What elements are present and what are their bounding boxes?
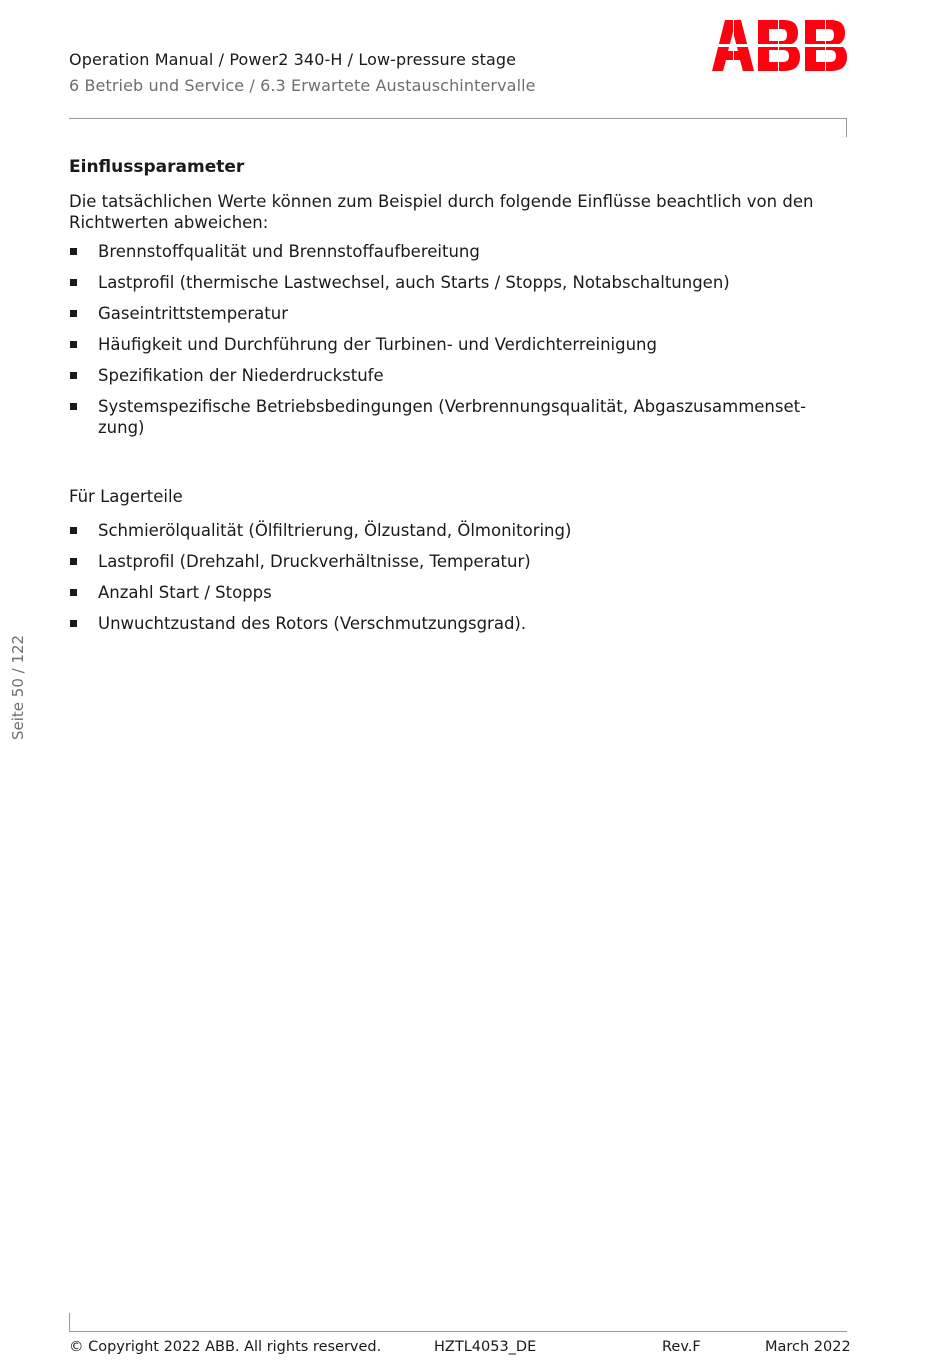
bullet-icon xyxy=(70,248,77,255)
bullet-icon xyxy=(70,527,77,534)
list-item: Gaseintrittstemperatur xyxy=(69,303,829,324)
bearing-list xyxy=(69,520,829,634)
bullet-icon xyxy=(70,403,77,410)
page-number: Seite 50 / 122 xyxy=(9,634,27,740)
date: March 2022 xyxy=(765,1339,851,1355)
footer-divider xyxy=(69,1331,847,1332)
bullet-icon xyxy=(70,279,77,286)
list-item: Brennstoffqualität und Brennstoffaufbereitung xyxy=(69,241,829,262)
bullet-icon xyxy=(70,558,77,565)
section-heading: Einflussparameter xyxy=(69,157,245,177)
document-title: Operation Manual / Power2 340-H / Low-pressure stage xyxy=(69,50,517,69)
copyright: © Copyright 2022 ABB. All rights reserved. xyxy=(69,1339,382,1355)
bullet-icon xyxy=(70,620,77,627)
revision: Rev.F xyxy=(662,1339,701,1355)
influence-list xyxy=(69,241,829,438)
list-item: Systemspezifische Betriebsbedingungen (Verbrennungsqualität, Abgaszusammenset-zung) xyxy=(69,396,829,438)
bullet-icon xyxy=(70,372,77,379)
list-item: Unwuchtzustand des Rotors (Verschmutzungsgrad). xyxy=(69,613,829,634)
bullet-icon xyxy=(70,589,77,596)
main-content xyxy=(69,157,829,644)
intro-paragraph: Die tatsächlichen Werte können zum Beispiel durch folgende Einflüsse beachtlich von den Richtwerten abweichen: xyxy=(69,192,814,232)
list-item: Schmierölqualität (Ölfiltrierung, Ölzustand, Ölmonitoring) xyxy=(69,520,829,541)
document-id: HZTL4053_DE xyxy=(434,1339,537,1355)
bullet-icon xyxy=(70,341,77,348)
header-divider-tick xyxy=(846,118,847,137)
bearing-heading: Für Lagerteile xyxy=(69,487,183,506)
list-item: Lastprofil (Drehzahl, Druckverhältnisse, Temperatur) xyxy=(69,551,829,572)
bullet-icon xyxy=(70,310,77,317)
breadcrumb: 6 Betrieb und Service / 6.3 Erwartete Austauschintervalle xyxy=(69,76,536,95)
list-item: Anzahl Start / Stopps xyxy=(69,582,829,603)
abb-logo xyxy=(712,20,847,71)
list-item: Lastprofil (thermische Lastwechsel, auch Starts / Stopps, Notabschaltungen) xyxy=(69,272,829,293)
header-divider xyxy=(69,118,847,119)
list-item: Häufigkeit und Durchführung der Turbinen- und Verdichterreinigung xyxy=(69,334,829,355)
footer-divider-tick xyxy=(69,1313,70,1332)
list-item: Spezifikation der Niederdruckstufe xyxy=(69,365,829,386)
